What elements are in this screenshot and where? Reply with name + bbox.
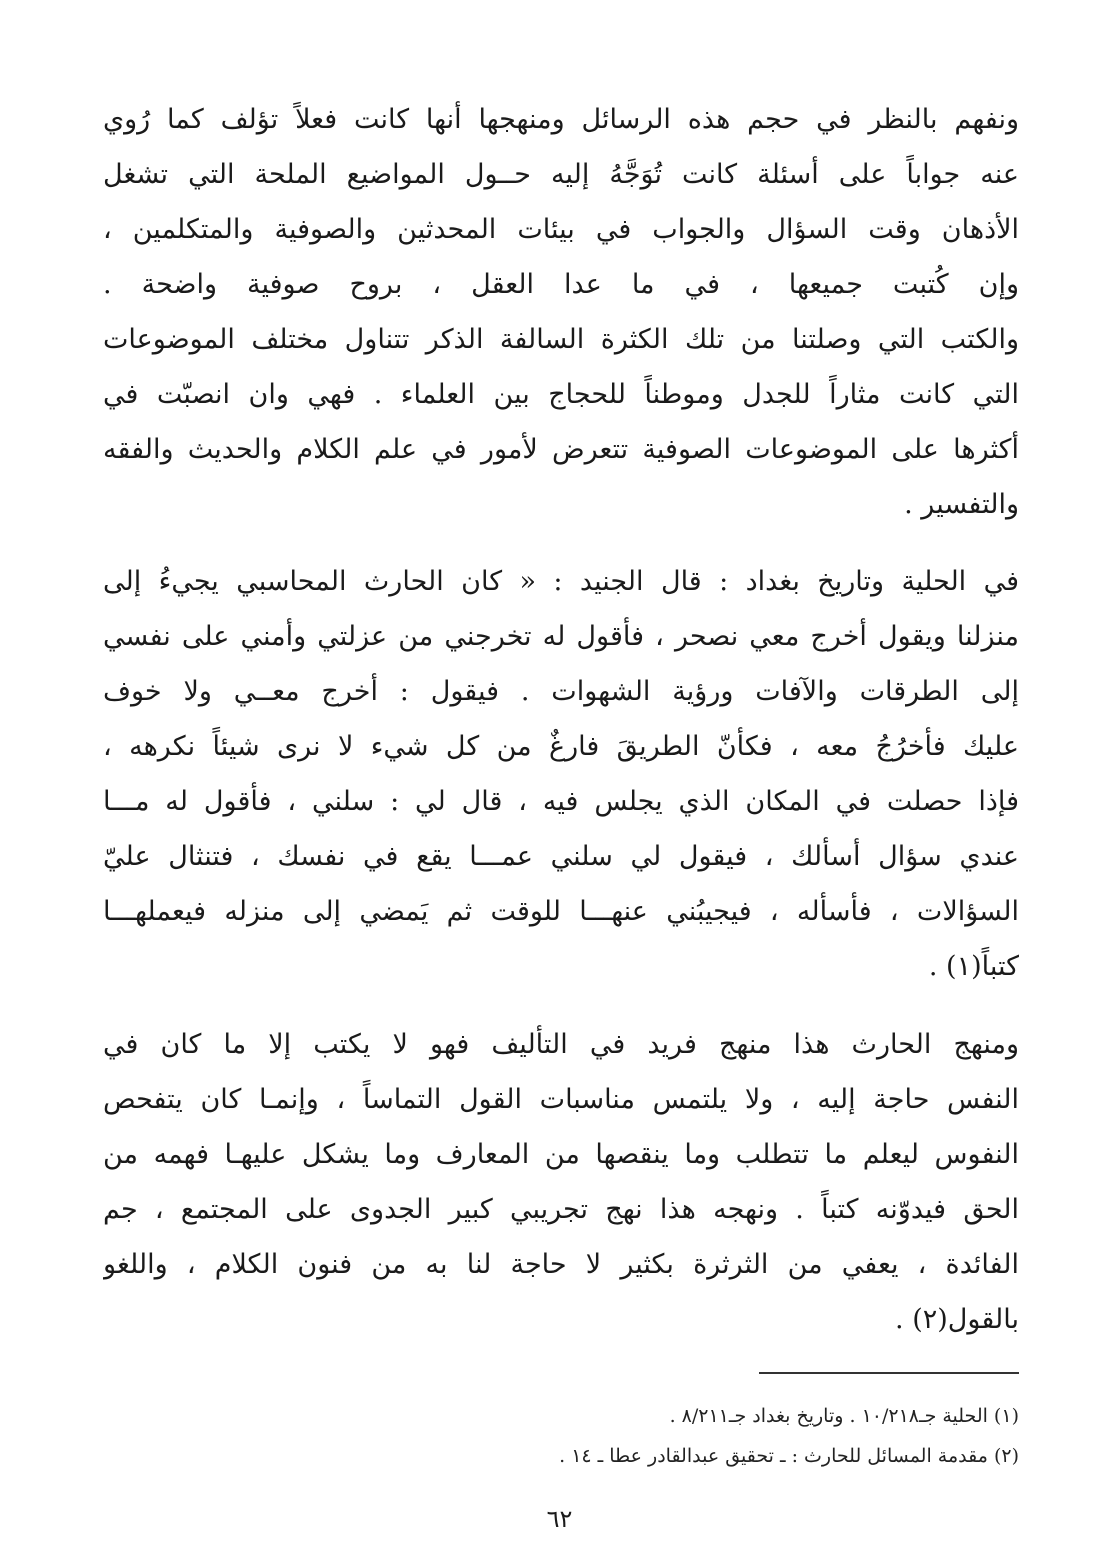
text-line: ونفهم بالنظر في حجم هذه الرسائل ومنهجها أنها كانت فعلاً تؤلف كما رُوي [103, 104, 1019, 135]
text-line: أكثرها على الموضوعات الصوفية تتعرض لأمور في علم الكلام والحديث والفقه [103, 434, 1019, 465]
footnote-1: (١) الحلية جـ١٠/٢١٨ . وتاريخ بغداد جـ٨/٢١١ . [669, 1405, 1019, 1427]
footnote-divider [759, 1372, 1019, 1374]
text-line: في الحلية وتاريخ بغداد : قال الجنيد : « كان الحارث المحاسبي يجيءُ إلى [103, 566, 1019, 597]
text-line: النفس حاجة إليه ، ولا يلتمس مناسبات القول التماساً ، وإنمـا كان يتفحص [103, 1084, 1019, 1115]
text-line: وإن كُتبت جميعها ، في ما عدا العقل ، بروح صوفية واضحة . [103, 269, 1019, 300]
text-line: عنه جواباً على أسئلة كانت تُوَجَّهُ إليه حــول المواضيع الملحة التي تشغل [103, 159, 1019, 190]
text-line: إلى الطرقات والآفات ورؤية الشهوات . فيقول : أخرج معــي ولا خوف [103, 676, 1019, 707]
paragraph-3 [103, 1017, 1019, 1347]
text-line: بالقول(٢) . [895, 1304, 1019, 1335]
text-line: منزلنا ويقول أخرج معي نصحر ، فأقول له تخرجني من عزلتي وأمني على نفسي [103, 621, 1019, 652]
text-line: السؤالات ، فأسأله ، فيجيبُني عنهـــا للوقت ثم يَمضي إلى منزله فيعملهـــا [103, 896, 1019, 927]
paragraph-1 [103, 92, 1019, 532]
text-line: كتباً(١) . [928, 951, 1019, 982]
paragraph-2 [103, 554, 1019, 994]
text-line: الفائدة ، يعفي من الثرثرة بكثير لا حاجة لنا به من فنون الكلام ، واللغو [103, 1249, 1019, 1280]
text-line: النفوس ليعلم ما تتطلب وما ينقصها من المعارف وما يشكل عليهـا فهمه من [103, 1139, 1019, 1170]
text-line: عليك فأخرُجُ معه ، فكأنّ الطريقَ فارغٌ من كل شيء لا نرى شيئاً نكرهه ، [103, 731, 1019, 762]
text-line: ومنهج الحارث هذا منهج فريد في التأليف فهو لا يكتب إلا ما كان في [103, 1029, 1019, 1060]
text-line: الأذهان وقت السؤال والجواب في بيئات المحدثين والصوفية والمتكلمين ، [103, 214, 1019, 245]
text-line: الحق فيدوّنه كتباً . ونهجه هذا نهج تجريبي كبير الجدوى على المجتمع ، جم [103, 1194, 1019, 1225]
text-line: عندي سؤال أسألك ، فيقول لي سلني عمـــا يقع في نفسك ، فتنثال عليّ [103, 841, 1019, 872]
text-line: فإذا حصلت في المكان الذي يجلس فيه ، قال لي : سلني ، فأقول له مـــا [103, 786, 1019, 817]
footnote-2: (٢) مقدمة المسائل للحارث : ـ تحقيق عبدالقادر عطا ـ ١٤ . [559, 1445, 1019, 1467]
page-number: ٦٢ [546, 1505, 573, 1533]
text-line: والتفسير . [904, 489, 1019, 520]
text-line: التي كانت مثاراً للجدل وموطناً للحجاج بين العلماء . فهي وان انصبّت في [103, 379, 1019, 410]
text-line: والكتب التي وصلتنا من تلك الكثرة السالفة الذكر تتناول مختلف الموضوعات [103, 324, 1019, 355]
footnotes [319, 1396, 1019, 1476]
